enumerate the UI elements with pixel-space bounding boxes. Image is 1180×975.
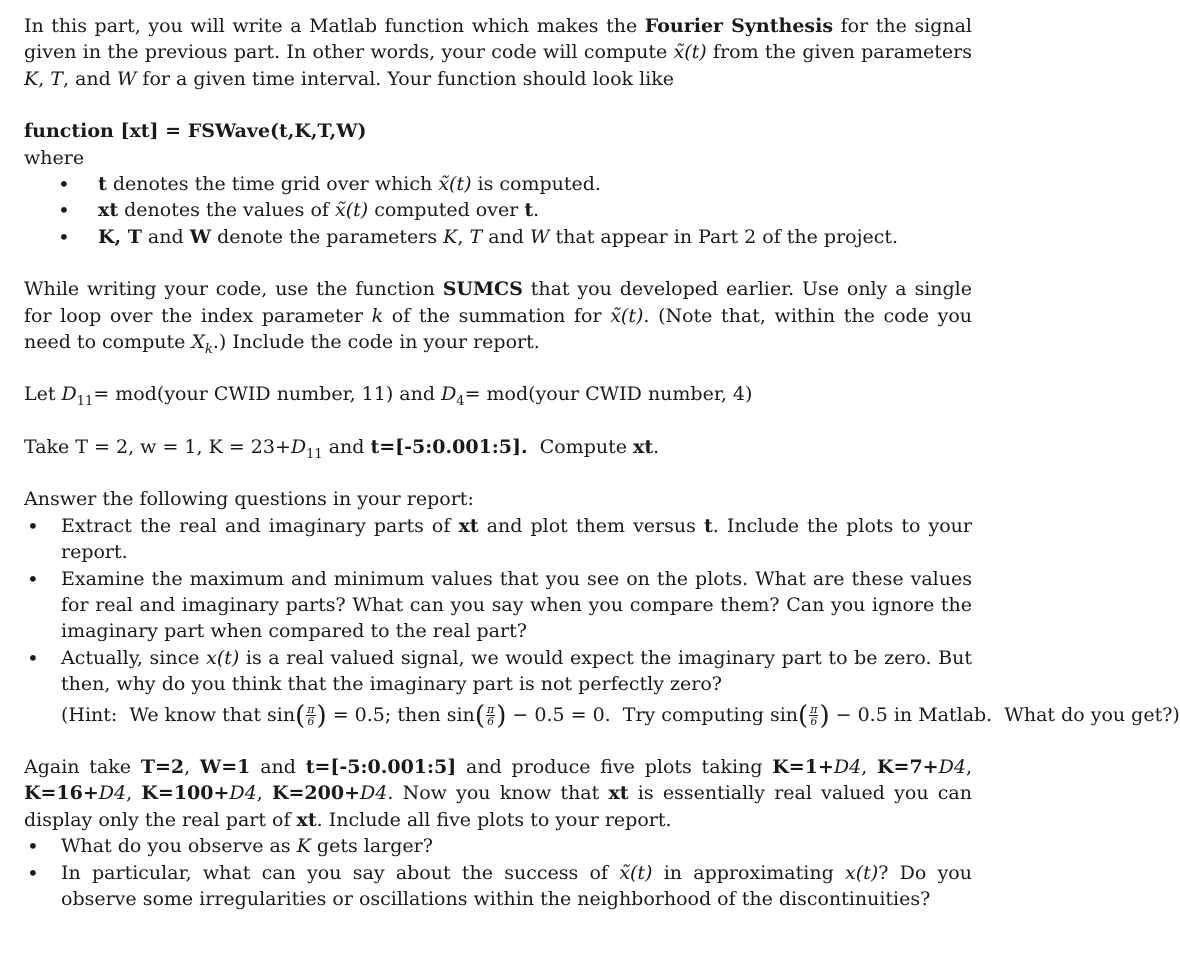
take-text: Take T = 2, w = 1, K = 23+: [24, 435, 291, 458]
math-subscript: 4: [456, 394, 465, 410]
def-text: and: [141, 225, 190, 248]
signature-text: function [xt] = FSWave(t,K,T,W): [24, 120, 367, 143]
again-text: ,: [861, 755, 878, 778]
math-d4: D4: [98, 782, 127, 805]
math-x-tilde: x̃(t): [610, 304, 644, 327]
sumcs-text: While writing your code, use the function: [24, 278, 443, 301]
question-text: in approximating: [652, 861, 845, 884]
again-bold: xt: [296, 808, 317, 831]
math-k-index: k: [371, 304, 384, 327]
math-fraction: [809, 704, 818, 727]
intro-paragraph: [24, 13, 972, 92]
math-d: D: [61, 383, 77, 406]
sumcs-text: .) Include the code in your report.: [212, 331, 540, 354]
def-term: t: [98, 173, 107, 196]
again-text: is essentially real valued you can display only the real part of: [24, 782, 972, 831]
math-fraction: [306, 704, 315, 727]
question-text: is a real valued signal, we would expect the imaginary part to be zero. But then, why do you think that the imaginary part is not perfectly zero?: [61, 646, 973, 696]
paren-open: (: [474, 700, 485, 731]
question-item: [24, 645, 1180, 731]
definition-item: [24, 197, 972, 223]
again-text: ,: [256, 782, 272, 805]
hint-text: (Hint: We know that: [61, 703, 268, 726]
sumcs-text: that you developed earlier. Use only a single for loop over the index parameter: [24, 278, 972, 327]
question-text: Actually, since: [61, 646, 207, 669]
function-signature: [24, 118, 972, 144]
question-list-2: [24, 833, 972, 912]
again-bold: K=7+: [877, 755, 939, 778]
def-text: and: [482, 225, 530, 248]
sumcs-text: of the summation for: [383, 304, 611, 327]
take-xt: xt: [633, 435, 654, 458]
math-k: K: [296, 835, 311, 858]
math-d4: D4: [938, 755, 966, 778]
hint-text: − 0.5 = 0. Try computing: [506, 703, 770, 726]
again-text: ,: [184, 755, 200, 778]
math-t: T: [469, 225, 483, 248]
again-bold: K=1+: [772, 755, 834, 778]
take-time-grid: t=[-5:0.001:5].: [370, 435, 528, 458]
intro-bold-term: Fourier Synthesis: [644, 15, 834, 37]
again-text: Again take: [24, 755, 141, 778]
math-sin: sin: [769, 703, 799, 726]
frac-denominator: 6: [810, 715, 818, 729]
again-bold: T=2: [140, 755, 185, 778]
intro-text: for a given time interval. Your function should look like: [136, 67, 674, 90]
def-text: ,: [457, 225, 470, 248]
math-sin: sin: [446, 703, 475, 726]
again-bold: xt: [608, 782, 629, 805]
question-text: In particular, what can you say about the success of: [61, 861, 620, 884]
math-xk-subscript: k: [205, 341, 213, 357]
again-text: . Now you know that: [387, 782, 609, 805]
math-w: W: [116, 67, 137, 90]
def-term: W: [189, 225, 212, 248]
math-subscript: 11: [76, 394, 94, 410]
definition-list: [24, 171, 972, 250]
sumcs-paragraph: [24, 276, 972, 355]
math-x: x(t): [206, 646, 240, 669]
paren-close: ): [496, 700, 507, 731]
question-text: and plot them versus: [478, 514, 704, 537]
math-d4: D4: [360, 782, 388, 805]
frac-numerator: π: [307, 703, 315, 717]
def-term: K, T: [98, 225, 142, 248]
frac-numerator: π: [810, 703, 818, 717]
def-text: .: [533, 199, 540, 222]
math-fraction: [486, 704, 495, 727]
take-text: and: [322, 435, 371, 458]
math-x-tilde: x̃(t): [673, 41, 707, 64]
def-term: t: [524, 199, 534, 222]
again-bold: K=16+: [24, 782, 99, 805]
again-text: . Include all five plots to your report.: [316, 808, 672, 831]
question-item: [24, 566, 972, 645]
question-text: gets larger?: [310, 835, 433, 858]
let-text: = mod(your CWID number, 11) and: [93, 383, 442, 406]
question-text: ? Do you observe some irregularities or oscillations within the neighborhood of the discontinuities?: [61, 861, 972, 910]
math-k: K: [443, 225, 458, 248]
question-item: [24, 513, 972, 566]
paren-close: ): [316, 700, 327, 731]
def-text: that appear in Part 2 of the project.: [549, 225, 899, 248]
let-line: [24, 381, 972, 410]
question-bold: t: [703, 514, 713, 537]
again-text: and produce five plots taking: [456, 755, 773, 778]
math-k: K: [24, 67, 39, 90]
paren-close: ): [819, 700, 830, 731]
def-text: is computed.: [471, 173, 601, 196]
question-list: [24, 513, 1180, 731]
intro-text: ,: [38, 67, 51, 90]
again-bold: W=1: [199, 755, 251, 778]
take-line: [24, 434, 972, 460]
intro-text: from the given parameters: [706, 41, 972, 64]
let-text: = mod(your CWID number, 4): [464, 383, 753, 406]
frac-denominator: 6: [307, 715, 315, 729]
where-label: where: [24, 146, 85, 169]
question-text: Examine the maximum and minimum values that you see on the plots. What are these values for real and imaginary parts? What can you say when you compare them? Can you ignore the imaginary part when compared to the real part?: [61, 567, 972, 643]
take-text: .: [653, 435, 660, 458]
let-text: Let: [24, 383, 62, 406]
answer-heading: Answer the following questions in your report:: [24, 488, 474, 511]
sumcs-function-name: SUMCS: [442, 278, 523, 301]
again-bold: t=[-5:0.001:5]: [305, 755, 457, 778]
def-text: denote the parameters: [211, 225, 444, 248]
math-x: x(t): [845, 861, 879, 884]
again-bold: K=100+: [141, 782, 230, 805]
sumcs-text: . (Note that, within the code you need to compute: [24, 304, 972, 354]
again-text: and: [250, 755, 306, 778]
math-x-tilde: x̃(t): [619, 861, 653, 884]
question-item: [24, 833, 972, 859]
def-text: computed over: [368, 199, 525, 222]
intro-text: , and: [62, 67, 117, 90]
math-d4: D4: [833, 755, 862, 778]
math-sin: sin: [267, 703, 296, 726]
frac-numerator: π: [486, 703, 495, 717]
question-text: What do you observe as: [61, 835, 297, 858]
definition-item: [24, 171, 972, 197]
math-xk: X: [191, 331, 205, 354]
question-bold: xt: [458, 514, 479, 537]
math-w: W: [529, 225, 550, 248]
math-d: D: [441, 383, 457, 406]
hint-line: [61, 700, 1180, 731]
intro-text: for the signal given in the previous part. In other words, your code will compute: [24, 15, 973, 64]
hint-text: − 0.5 in Matlab. What do you get?): [829, 703, 1180, 726]
paren-open: (: [295, 700, 306, 731]
definition-item: [24, 224, 972, 250]
math-subscript: 11: [306, 446, 323, 462]
math-d: D: [290, 435, 307, 458]
math-t: T: [50, 67, 63, 90]
paren-open: (: [798, 700, 809, 731]
again-text: ,: [965, 755, 972, 778]
intro-text: In this part, you will write a Matlab function which makes the: [24, 15, 645, 37]
hint-text: = 0.5; then: [326, 703, 447, 726]
question-text: Extract the real and imaginary parts of: [61, 514, 459, 537]
def-text: denotes the values of: [118, 199, 335, 222]
math-x-tilde: x̃(t): [438, 173, 472, 196]
question-item: [24, 860, 972, 913]
math-x-tilde: x̃(t): [334, 199, 369, 222]
again-text: ,: [126, 782, 142, 805]
def-term: xt: [98, 199, 119, 222]
take-text: Compute: [527, 435, 634, 458]
question-text: . Include the plots to your report.: [61, 514, 973, 564]
frac-denominator: 6: [487, 715, 495, 729]
again-bold: K=200+: [272, 782, 361, 805]
def-text: denotes the time grid over which: [106, 173, 439, 196]
math-d4: D4: [229, 782, 257, 805]
again-paragraph: [24, 754, 972, 833]
